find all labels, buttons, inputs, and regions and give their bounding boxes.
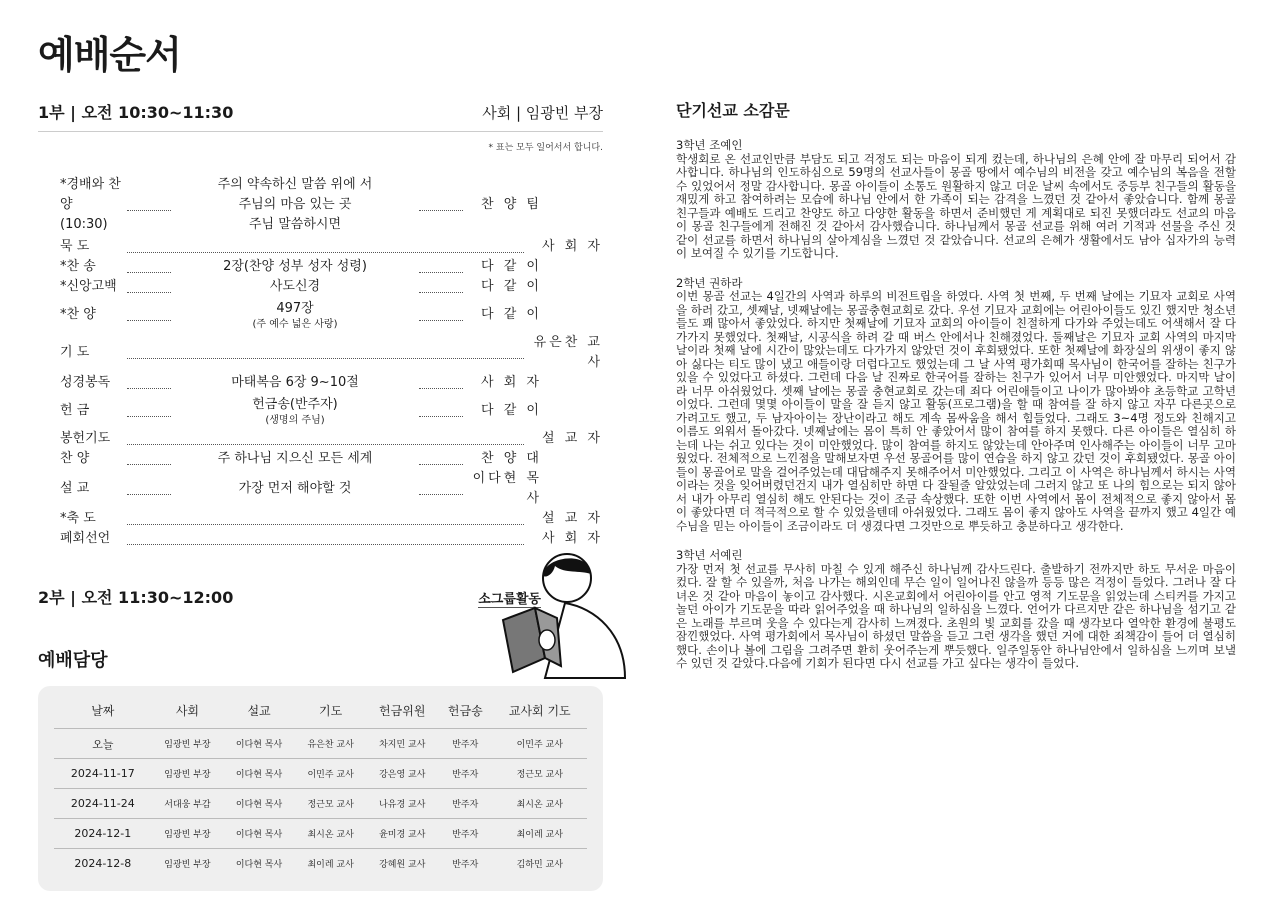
duty-column-header: 설교 (247, 703, 271, 718)
essay-author: 3학년 서예린 (676, 548, 743, 562)
duty-cell: 최이레 교사 (295, 849, 367, 879)
essay-text: 이번 몽골 선교는 4일간의 사역과 하루의 비전트립을 하였다. 사역 첫 번째, 두 번째 날에는 기묘자 교회로 사역을 하러 갔고, 셋째날, 넷째날에는 몽골충현교회로 갔다. 우선 기묘자 교회에는 어린아이들도 있긴 했지만 청소년들도 꽤 많아서 좋았었다. 하지만 첫째날에 기묘자 교회의 아이들이 친절하게 다가와 주었는데도 어색해서 잘 다가가지 못했었다. 첫째날, 시공식을 하려 갈 때 버스 안에서나 친해졌었다. 둘째날은 기묘자 교회 사역의 마지막 날이라 첫째 날에 시간이 많았는데도 다가가지 않았던 것이 후회됐었다. 또한 첫째날에 화장실의 위생이 좋지 않아 싫다는 티도 많이 냈고 애들이랑 더럽다고도 했었는데 그 날 사역 평가회때 목사님이 한국어를 잘하는 친구가 있을 수 있었다고 하셨다. 그런데 다음 날 진짜로 한국어를 잘하는 친구가 있어서 너무 미안했었다. 마지막 날이라 너무 아쉬웠었다. 셋째 날에는 몽골 충현교회로 갔는데 죄다 어린애들이고 나이가 많아봐야 초등학교 고학년이었다. 그런데 몇몇 아이들이 말을 잘 듣지 않고 활동(프로그램)을 할 때 참여를 잘 하지 않고 자꾸 다른곳으로 가려고도 했고, 두 남자아이는 장난이라고 해도 계속 몸싸움을 해서 힘들었다. 그래도 3~4명 정도와 친해지고 이름도 외워서 돌아갔다. 넷째날에는 몸이 특히 안 좋았어서 많이 참여를 하지 못했다. 다른 아이들은 열심히 하는데 나는 쉬고 있다는 것이 미안했었다. 많이 참여를 하지도 않았는데 안아주며 인사해주는 아이들이 너무 고마웠었다. 전체적으로 느낀점을 말해보자면 우선 몽골어를 많이 연습을 하지 않고 갔던 것이 후회됐었다. 몽골 아이들이 몽골어로 말을 걸어주었는데 대답해주지 못해주어서 미안했었다. 그리고 이 사역은 하나님께서 하시는 사역이라는 것을 잊어버렸던건지 내가 열심히만 하면 다 잘될줄 알았었는데 그러지 않고 또 나의 힘으로는 되지 않아서 내가 아무리 열심히 해도 안된다는 것이 조금 속상했다. 또한 이번 사역에서 몸이 전체적으로 좋지 않아서 몸이 좋았다면 더 적극적으로 할 수 있었을텐데 아쉬웠었다. 그래도 몸이 좋지 않아도 사역을 끝까지 했고 4일간 예수님을 믿는 아이들이 조금이라도 더 생겼다면 그것만으로 뿌듯하고 충분하다고 생각한다. (676, 289, 1236, 533)
duty-cell: 최시온 교사 (493, 789, 587, 819)
order-row (38, 175, 603, 235)
part1-header (38, 100, 603, 123)
duty-cell: 2024-12-1 (54, 819, 152, 849)
order-item-content (175, 175, 415, 235)
reading-person-illustration (495, 548, 630, 683)
duty-cell: 오늘 (54, 729, 152, 759)
order-item-content (175, 299, 415, 331)
table-row (54, 789, 587, 819)
essays-title: 단기선교 소감문 (676, 101, 790, 120)
order-item-name: *경배와 찬양 (10:30) (60, 177, 121, 232)
leader-dots (127, 348, 524, 359)
duty-column-header: 교사회 기도 (508, 703, 571, 718)
order-item-name: 기 도 (60, 345, 90, 360)
order-row (38, 529, 603, 549)
duty-cell: 최시온 교사 (295, 819, 367, 849)
duty-cell: 윤미경 교사 (366, 819, 438, 849)
order-item-content (175, 479, 415, 499)
order-content-line: 헌금송(반주자) (252, 397, 338, 412)
duty-column-header: 헌금위원 (379, 703, 426, 718)
duty-cell: 차지민 교사 (366, 729, 438, 759)
order-row (38, 429, 603, 449)
duty-cell: 이다현 목사 (223, 759, 295, 789)
order-content-line: (주 예수 넓은 사랑) (252, 319, 338, 330)
duty-column-header: 헌금송 (447, 703, 483, 718)
leader-dots (127, 434, 524, 445)
order-item-content (175, 257, 415, 277)
duty-cell: 이민주 교사 (493, 729, 587, 759)
order-content-line: 2장(찬양 성부 성자 성령) (223, 259, 367, 274)
leader-dots (419, 406, 463, 417)
duty-cell: 반주자 (438, 729, 492, 759)
order-item-name: 헌 금 (60, 403, 90, 418)
order-item-content (175, 395, 415, 427)
divider (38, 131, 603, 132)
duty-cell: 반주자 (438, 759, 492, 789)
leader-dots (127, 534, 524, 545)
part2-label: 2부 | 오전 11:30~12:00 (38, 588, 234, 607)
leader-dots (127, 310, 171, 321)
duty-cell: 이민주 교사 (295, 759, 367, 789)
duty-column-header: 날짜 (91, 703, 115, 718)
table-row (54, 849, 587, 879)
order-row (38, 299, 603, 331)
order-content-line: 마태복음 6장 9~10절 (231, 375, 359, 390)
duty-cell: 강혜원 교사 (366, 849, 438, 879)
order-row (38, 257, 603, 277)
duty-cell: 임광빈 부장 (152, 849, 224, 879)
essay-author: 2학년 권하라 (676, 275, 743, 290)
order-item-leader: 사 회 자 (481, 375, 542, 390)
order-item-leader: 사 회 자 (542, 239, 603, 254)
order-item-leader: 찬 양 대 (481, 451, 542, 466)
order-row (38, 449, 603, 469)
table-row (54, 729, 587, 759)
order-item-leader: 찬 양 팀 (481, 197, 542, 212)
duty-cell: 최이레 교사 (493, 819, 587, 849)
duty-title: 예배담당 (38, 650, 108, 671)
testimony-panel (676, 98, 1236, 687)
worship-order-panel (38, 30, 603, 891)
page-title: 예배순서 (38, 33, 181, 77)
order-item-name: 묵 도 (60, 239, 90, 254)
order-item-name: 찬 양 (60, 451, 90, 466)
order-item-name: *찬 양 (60, 307, 96, 322)
order-content-line: 사도신경 (269, 279, 321, 294)
order-row (38, 395, 603, 427)
duty-cell: 2024-11-17 (54, 759, 152, 789)
order-row (38, 277, 603, 297)
table-row (54, 759, 587, 789)
duty-table-card (38, 686, 603, 891)
duty-cell: 정근모 교사 (295, 789, 367, 819)
duty-cell: 반주자 (438, 789, 492, 819)
leader-dots (127, 454, 171, 465)
part1-host: 사회 | 임광빈 부장 (482, 104, 603, 122)
order-row (38, 333, 603, 373)
duty-cell: 2024-12-8 (54, 849, 152, 879)
leader-dots (127, 406, 171, 417)
order-row (38, 509, 603, 529)
duty-cell: 반주자 (438, 849, 492, 879)
essay (676, 549, 1236, 671)
order-row (38, 237, 603, 257)
order-content-line: 주의 약속하신 말씀 위에 서 (217, 177, 373, 192)
essay (676, 139, 1236, 261)
leader-dots (127, 282, 171, 293)
order-item-leader: 사 회 자 (542, 531, 603, 546)
leader-dots (419, 484, 463, 495)
duty-cell: 서대웅 부감 (152, 789, 224, 819)
order-content-line: 497장 (276, 301, 314, 316)
order-item-name: 설 교 (60, 481, 90, 496)
duty-cell: 임광빈 부장 (152, 729, 224, 759)
small-group-label: 소그룹활동 (478, 588, 541, 608)
leader-dots (419, 378, 463, 389)
order-content-line: 주님의 마음 있는 곳 (238, 197, 352, 212)
order-item-leader: 다 같 이 (481, 279, 542, 294)
order-item-name: 폐회선언 (60, 531, 111, 546)
leader-dots (127, 200, 171, 211)
order-item-name: 봉헌기도 (60, 431, 111, 446)
duty-column-header: 기도 (319, 703, 343, 718)
leader-dots (419, 262, 463, 273)
part1-label: 1부 | 오전 10:30~11:30 (38, 103, 234, 122)
order-item-name: 성경봉독 (60, 375, 111, 390)
duty-cell: 강은영 교사 (366, 759, 438, 789)
duty-cell: 유은찬 교사 (295, 729, 367, 759)
duty-column-header: 사회 (175, 703, 200, 718)
duty-cell: 이다현 목사 (223, 789, 295, 819)
essay (676, 277, 1236, 534)
duty-cell: 이다현 목사 (223, 819, 295, 849)
leader-dots (419, 200, 463, 211)
leader-dots (419, 310, 463, 321)
order-item-name: *찬 송 (60, 259, 96, 274)
order-item-name: *축 도 (60, 511, 96, 526)
duty-cell: 반주자 (438, 819, 492, 849)
duty-cell: 임광빈 부장 (152, 819, 224, 849)
order-item-name: *신앙고백 (60, 279, 117, 294)
leader-dots (127, 242, 524, 253)
order-content-line: 주님 말씀하시면 (248, 217, 342, 232)
order-list (38, 175, 603, 549)
order-item-leader: 설 교 자 (542, 431, 603, 446)
essay-author: 3학년 조예인 (676, 138, 743, 152)
order-item-content (175, 277, 415, 297)
order-content-line: 가장 먼저 해야할 것 (238, 481, 352, 496)
essay-text: 가장 먼저 첫 선교를 무사히 마칠 수 있게 해주신 하나님께 감사드린다. 출발하기 전까지만 하도 무서운 마음이 컸다. 잘 할 수 있을까, 처음 나가는 해외인데 무슨 일이 일어나진 않을까 등등 많은 걱정이 들었다. 그러나 잘 다녀온 것 같아 마음이 놓이고 감사했다. 시온교회에서 어린아이를 안고 영적 기도문을 읽었는데 스티커를 가지고 놀던 아이가 기도문을 따라 읽어주었을 때 하나님의 일하심을 느꼈다. 언어가 다르지만 같은 하나님을 섬기고 같은 노래를 부르며 웃을 수 있다는게 감사히 느껴졌다. 초원의 빛 교회를 갔을 때 생각보다 열악한 환경에 불평도 잠낀했었다. 사역 평가회에서 목사님이 하셨던 말씀을 듣고 그런 생각을 했던 거에 대한 죄책감이 들어 더 열심히 했다. 손이나 볼에 그림을 그려주면 환히 웃어주는게 뿌듯했다. 일주일동안 하나님안에서 일하심을 느끼며 보낼 수 있던 것 같았다.다음에 기회가 된다면 다시 선교를 가고 싶다는 생각이 들었다. (676, 561, 1236, 670)
order-item-leader: 이다현 목사 (472, 471, 542, 506)
duty-cell: 임광빈 부장 (152, 759, 224, 789)
order-item-content (175, 373, 415, 393)
leader-dots (127, 514, 524, 525)
order-row (38, 373, 603, 393)
leader-dots (419, 454, 463, 465)
leader-dots (127, 378, 171, 389)
duty-table (54, 692, 587, 878)
duty-cell: 김하민 교사 (493, 849, 587, 879)
duty-cell: 이다현 목사 (223, 849, 295, 879)
essay-text: 학생회로 온 선교인만큼 부담도 되고 걱정도 되는 마음이 되게 컸는데, 하나님의 은혜 안에 잘 마무리 되어서 감사합니다. 하나님의 인도하심으로 59명의 선교사들이 몽골 땅에서 예수님의 비전을 갖고 예수님의 복음을 전할 수 있었어서 정말 감사합니다. 몽골 아이들이 소통도 원활하지 않고 더운 날씨 속에서도 중등부 친구들의 활동을 재밌게 하고 참여하려는 모습에 하나님 안에서 한 가족이 되는 감격을 느꼈던 것 같아서 좋았습니다. 함께 몽골 친구들과 예배도 드리고 찬양도 하고 다양한 활동을 하면서 준비했던 게 계획대로 되진 못했더라도 선교의 마음이 몽골 친구들에게 전해진 것 같아서 감사했습니다. 하나님께서 몽골 선교를 위해 여러 기적과 선물을 주신 것 같이 선교를 하면서 하나님의 살아계심을 느꼈던 것 같았습니다. 선교의 은혜가 생활에서도 남아 십자가의 능력이 보여질 수 있기를 기도합니다. (676, 151, 1236, 260)
order-content-line: 주 하나님 지으신 모든 세계 (217, 451, 373, 466)
duty-cell: 2024-11-24 (54, 789, 152, 819)
order-row (38, 469, 603, 509)
leader-dots (127, 262, 171, 273)
leader-dots (419, 282, 463, 293)
duty-cell: 이다현 목사 (223, 729, 295, 759)
order-item-leader: 다 같 이 (481, 259, 542, 274)
duty-cell: 나유경 교사 (366, 789, 438, 819)
order-item-leader: 설 교 자 (542, 511, 603, 526)
order-item-content (175, 449, 415, 469)
standing-note: * 표는 모두 일어서서 합니다. (488, 143, 603, 153)
table-row (54, 819, 587, 849)
essay-list (676, 139, 1236, 671)
leader-dots (127, 484, 171, 495)
duty-cell: 정근모 교사 (493, 759, 587, 789)
order-item-leader: 다 같 이 (481, 307, 542, 322)
order-item-leader: 다 같 이 (481, 403, 542, 418)
order-item-leader: 유은찬 교사 (533, 335, 603, 370)
order-content-line: (생명의 주님) (265, 415, 325, 426)
